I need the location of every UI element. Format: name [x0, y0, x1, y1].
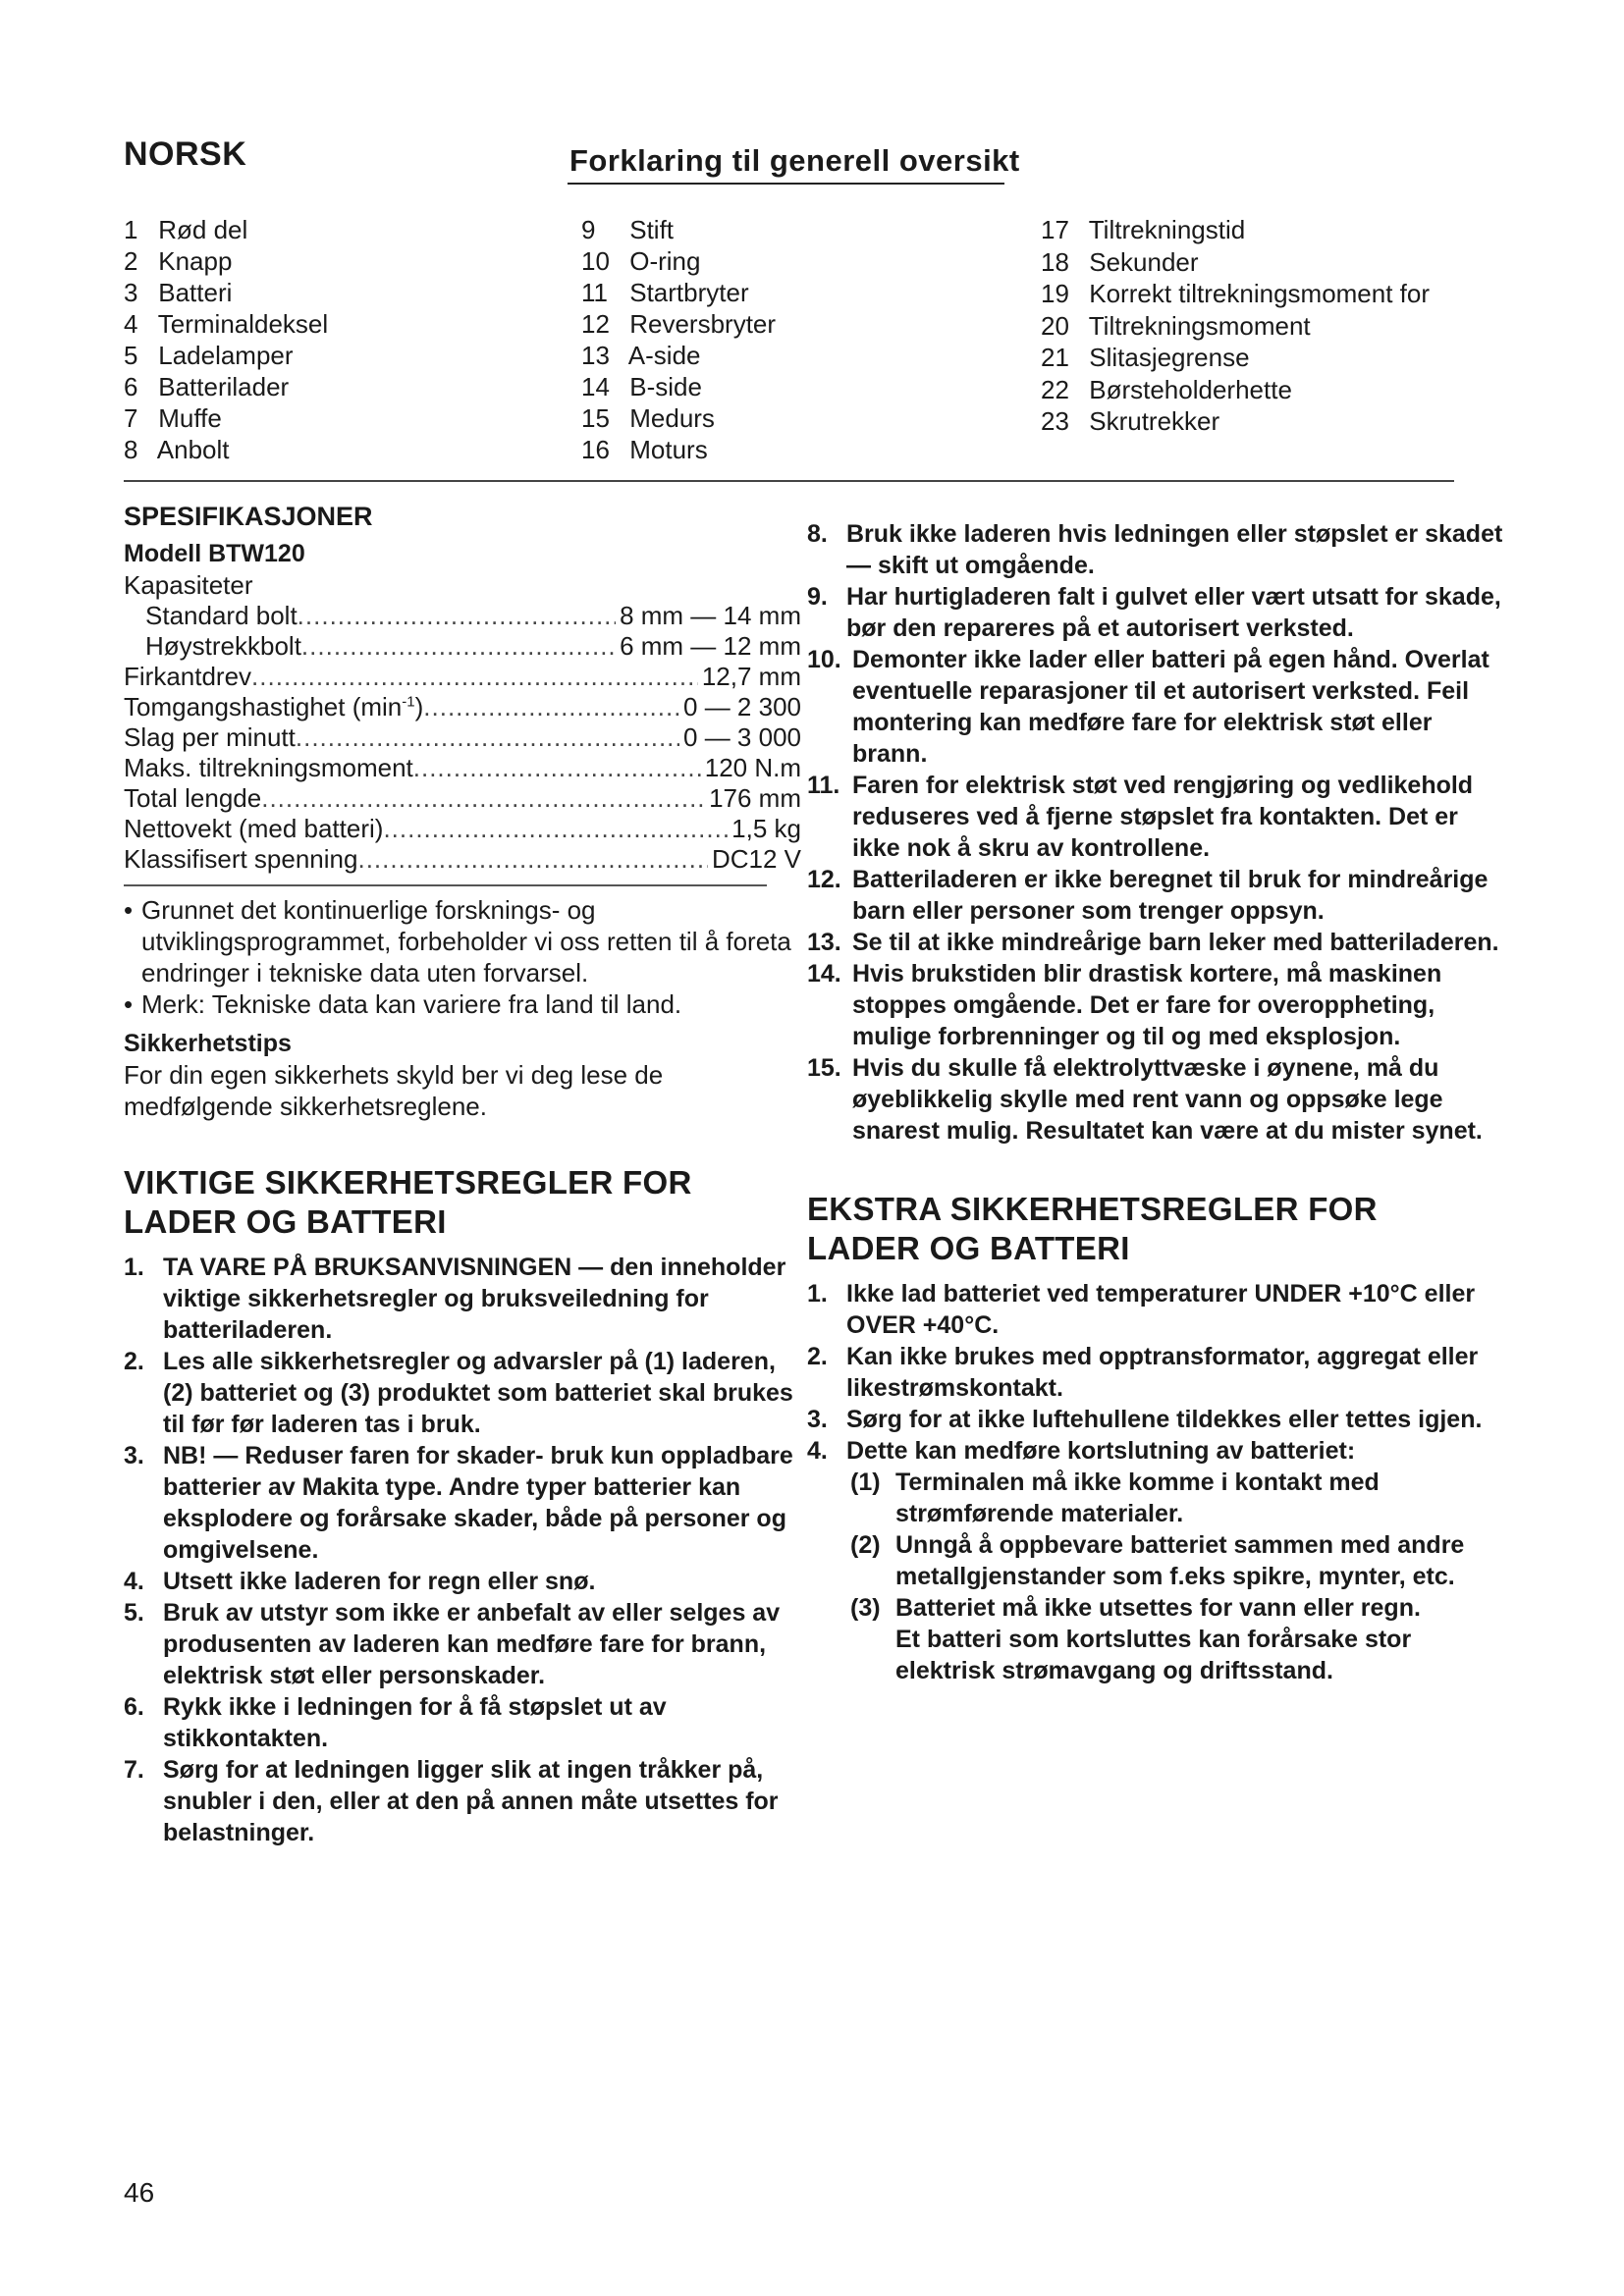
part-item: 12 Reversbryter: [581, 309, 777, 339]
part-item: 21 Slitasjegrense: [1041, 343, 1250, 372]
rule-item: 6. Rykk ikke i ledningen for å få støpslet ut av stikkontakten.: [124, 1693, 667, 1752]
rule-item: 10. Demonter ikke lader eller batteri på egen hånd. Overlat eventuelle reparasjoner til et autorisert verksted. Feil montering kan medføre fare for elektrisk støt eller brann.: [807, 646, 1489, 768]
spec-row: Nettovekt (med batteri) ..... 1,5 kg: [124, 814, 801, 844]
part-item: 7 Muffe: [124, 403, 222, 433]
parts-column-1: [124, 214, 328, 465]
language-heading: NORSK: [124, 135, 247, 173]
part-item: 2 Knapp: [124, 246, 233, 276]
rule-item: 14. Hvis brukstiden blir drastisk kortere, må maskinen stoppes omgående. Det er fare for overoppheting, mulige forbrenninger og til og med eksplosjon.: [807, 960, 1442, 1050]
extra-rules-list: [807, 1278, 1494, 1467]
section-divider: [124, 480, 1454, 482]
part-item: 9 Stift: [581, 215, 675, 244]
safety-tips-text: For din egen sikkerhets skyld ber vi deg lese de medfølgende sikkerhetsreglene.: [124, 1060, 664, 1121]
part-item: 19 Korrekt tiltrekningsmoment for: [1041, 279, 1431, 308]
spec-row: Høystrekkbolt ..... 6 mm — 12 mm: [124, 631, 801, 662]
part-item: 20 Tiltrekningsmoment: [1041, 310, 1311, 341]
rule-item: 5. Bruk av utstyr som ikke er anbefalt av eller selges av produsenten av laderen kan medføre fare for brann, elektrisk støt eller personskader.: [124, 1599, 781, 1689]
model-name: Modell BTW120: [124, 540, 305, 567]
spec-row: Tomgangshastighet $(\min^{-1})$ ..... 0 — 2 300: [124, 692, 801, 722]
part-item: 1 Rød del: [124, 215, 248, 244]
sub-item: (3) Batteriet må ikke utsettes for vann eller regn.: [850, 1594, 1421, 1622]
extra-rules-heading: EKSTRA SIKKERHETSREGLER FOR LADER OG BATTERI: [807, 1191, 1378, 1266]
parts-column-2: [581, 214, 776, 465]
rule-item: 12. Batteriladeren er ikke beregnet til bruk for mindreårige barn eller personer som trenger oppsyn.: [807, 866, 1489, 925]
important-rules-heading: VIKTIGE SIKKERHETSREGLER FOR LADER OG BATTERI: [124, 1164, 692, 1240]
rule-item: 2. Les alle sikkerhetsregler og advarsler på (1) laderen, (2) batteriet og (3) produktet som batteriet skal brukes til før før laderen tas i bruk.: [124, 1348, 793, 1438]
part-item: 13 A-side: [581, 341, 701, 370]
part-item: 10 O-ring: [581, 246, 701, 276]
rule-item: 3. NB! — Reduser faren for skader- bruk kun oppladbare batterier av Makita type. Andre typer batterier kan eksplodere og forårsake skader, både på personer og omgivelsene.: [124, 1442, 793, 1564]
title-underline: [568, 183, 1004, 185]
spec-divider: [124, 884, 767, 886]
rule-item: 2. Kan ikke brukes med opptransformator, aggregat eller likestrømskontakt.: [807, 1343, 1479, 1402]
part-item: 8 Anbolt: [124, 435, 230, 464]
spec-row: Firkantdrev ..... 12,7 mm: [124, 662, 801, 692]
important-rules-list: [124, 1252, 801, 1848]
specifications-heading: SPESIFIKASJONER: [124, 502, 373, 531]
spec-note: • Merk: Tekniske data kan variere fra land til land.: [124, 989, 682, 1019]
extra-rules-sublist: [807, 1467, 1494, 1624]
rule-item: 15. Hvis du skulle få elektrolyttvæske i øynene, må du øyeblikkelig skylle med rent vann og oppsøke lege snarest mulig. Resultatet kan være at du mister synet.: [807, 1054, 1483, 1145]
rule-item: 7. Sørg for at ledningen ligger slik at ingen tråkker på, snubler i den, eller at den på annen måte utsettes for belastninger.: [124, 1756, 779, 1846]
rule-item: 3. Sørg for at ikke luftehullene tildekkes eller tettes igjen.: [807, 1406, 1483, 1433]
part-item: 14 B-side: [581, 372, 702, 401]
part-item: 4 Terminaldeksel: [124, 309, 329, 339]
short-circuit-note: Et batteri som kortsluttes kan forårsake stor elektrisk strømavgang og driftsstand.: [895, 1626, 1412, 1684]
left-column: [124, 499, 811, 1848]
spec-row: Klassifisert spenning ..... DC12 V: [124, 844, 801, 875]
capacity-label: Kapasiteter: [124, 570, 253, 600]
sub-item: (1) Terminalen må ikke komme i kontakt med strømførende materialer.: [850, 1468, 1380, 1527]
rule-item: 11. Faren for elektrisk støt ved rengjøring og vedlikehold reduseres ved å fjerne støpslet fra kontakten. Det er ikke nok å skru av kontrollene.: [807, 772, 1474, 862]
part-item: 16 Moturs: [581, 435, 708, 464]
spec-row: Standard bolt ..... 8 mm — 14 mm: [124, 601, 801, 631]
spec-row: Maks. tiltrekningsmoment ..... 120 N.m: [124, 753, 801, 783]
overview-title: Forklaring til generell oversikt: [569, 143, 1020, 178]
rule-item: 4. Utsett ikke laderen for regn eller snø.: [124, 1568, 596, 1595]
part-item: 3 Batteri: [124, 278, 233, 307]
sub-item: (2) Unngå å oppbevare batteriet sammen med andre metallgjenstander som f.eks spikre, mynter, etc.: [850, 1531, 1465, 1590]
page-number: 46: [124, 2177, 155, 2208]
spec-row: Slag per minutt ..... 0 — 3 000: [124, 722, 801, 753]
important-rules-list-continued: [807, 518, 1504, 1147]
spec-row: Total lengde ..... 176 mm: [124, 783, 801, 814]
spec-note: • Grunnet det kontinuerlige forsknings- og utviklingsprogrammet, forbeholder vi oss retten til å foreta endringer i tekniske data uten forvarsel.: [124, 895, 791, 988]
part-item: 5 Ladelamper: [124, 341, 294, 370]
safety-tips-heading: Sikkerhetstips: [124, 1030, 292, 1057]
part-item: 17 Tiltrekningstid: [1041, 215, 1246, 244]
rule-item: 9. Har hurtigladeren falt i gulvet eller vært utsatt for skade, bør den repareres på et autorisert verksted.: [807, 583, 1501, 642]
part-item: 22 Børsteholderhette: [1041, 374, 1292, 404]
part-item: 15 Medurs: [581, 403, 715, 433]
part-item: 18 Sekunder: [1041, 246, 1199, 277]
rule-item: 1. Ikke lad batteriet ved temperaturer UNDER +10°C eller OVER +40°C.: [807, 1280, 1476, 1339]
rule-item: 13. Se til at ikke mindreårige barn leker med batteriladeren.: [807, 929, 1499, 956]
parts-column-3: [1041, 214, 1430, 438]
right-column: [807, 518, 1514, 1686]
part-item: 23 Skrutrekker: [1041, 406, 1220, 436]
rule-item: 8. Bruk ikke laderen hvis ledningen eller støpslet er skadet — skift ut omgående.: [807, 520, 1503, 579]
part-item: 11 Startbryter: [581, 278, 749, 307]
part-item: 6 Batterilader: [124, 372, 290, 401]
rule-item: 4. Dette kan medføre kortslutning av batteriet:: [807, 1437, 1356, 1465]
rule-item: 1. TA VARE PÅ BRUKSANVISNINGEN — den inneholder viktige sikkerhetsregler og bruksveiledning for batteriladeren.: [124, 1254, 786, 1344]
